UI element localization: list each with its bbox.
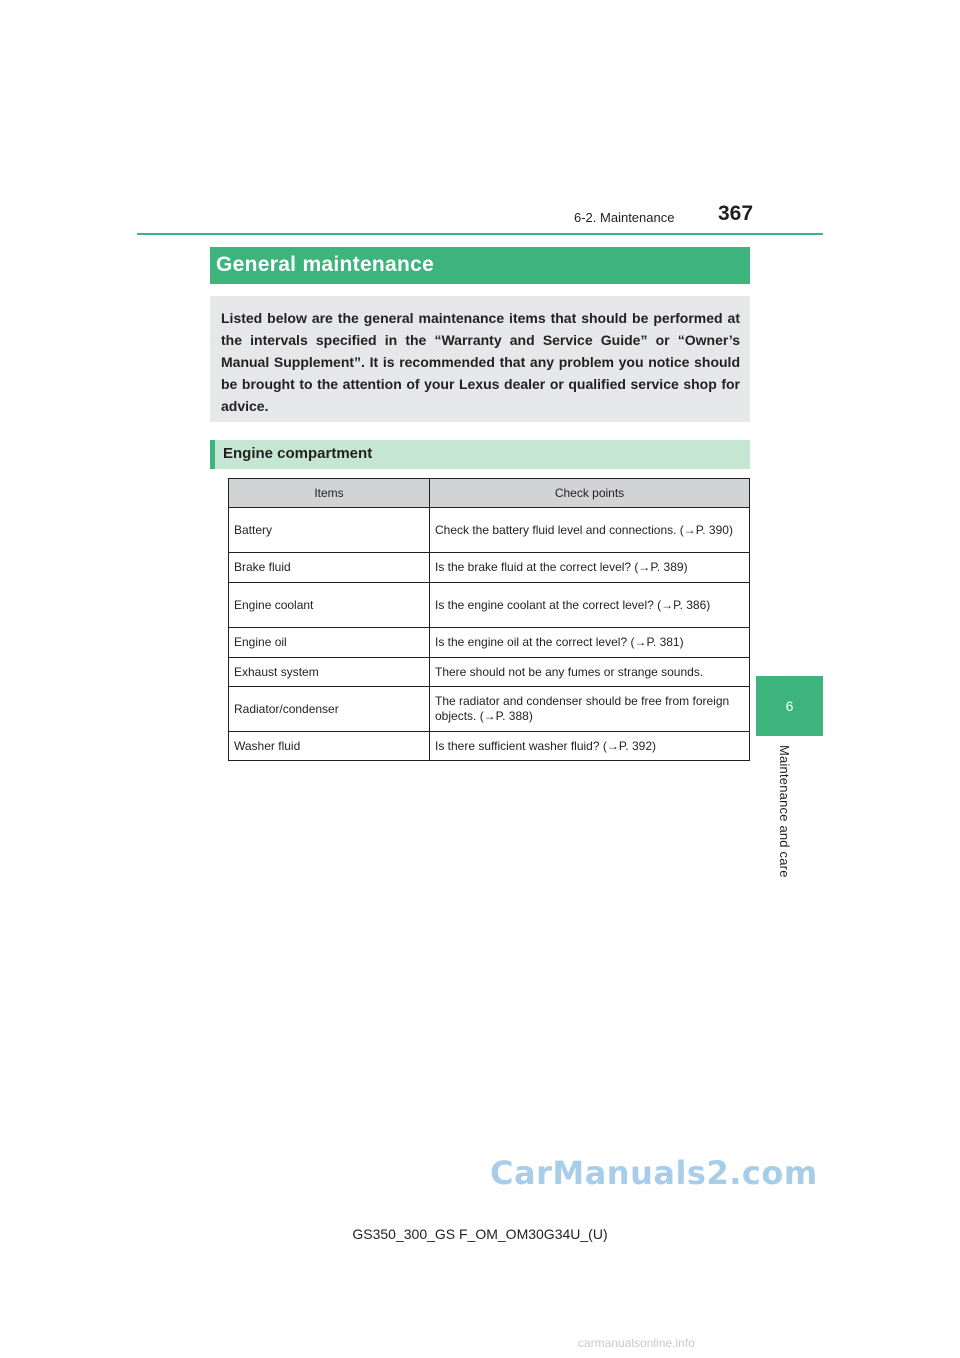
check-cell: Is the engine oil at the correct level? (→P. 381)	[430, 628, 750, 658]
subsection-label: Engine compartment	[223, 445, 373, 462]
item-cell: Engine oil	[229, 628, 430, 658]
item-cell: Brake fluid	[229, 553, 430, 583]
item-cell: Engine coolant	[229, 583, 430, 628]
table-row	[229, 658, 750, 687]
check-cell: Check the battery fluid level and connections. (→P. 390)	[430, 508, 750, 553]
chapter-title: Maintenance and care	[777, 745, 792, 878]
item-cell: Washer fluid	[229, 732, 430, 761]
watermark-logo: CarManuals2.com	[490, 1154, 818, 1192]
item-cell: Radiator/condenser	[229, 687, 430, 732]
item-cell: Battery	[229, 508, 430, 553]
page-number: 367	[718, 202, 754, 225]
table-row	[229, 732, 750, 761]
table-row	[229, 583, 750, 628]
maintenance-table	[228, 478, 750, 761]
chapter-tab	[756, 676, 823, 736]
table-row	[229, 687, 750, 732]
check-cell: There should not be any fumes or strange sounds.	[430, 658, 750, 687]
table-row	[229, 628, 750, 658]
watermark-text: carmanualsonline.info	[578, 1336, 695, 1350]
table-row	[229, 508, 750, 553]
check-cell: The radiator and condenser should be free from foreign objects. (→P. 388)	[430, 687, 750, 732]
section-heading: 6-2. Maintenance	[574, 210, 675, 225]
document-code: GS350_300_GS F_OM_OM30G34U_(U)	[352, 1226, 608, 1242]
column-header-check-points: Check points	[430, 479, 750, 508]
check-cell: Is there sufficient washer fluid? (→P. 392)	[430, 732, 750, 761]
column-header-items: Items	[229, 479, 430, 508]
check-cell: Is the engine coolant at the correct level? (→P. 386)	[430, 583, 750, 628]
table-row	[229, 553, 750, 583]
header-divider	[137, 233, 823, 235]
subsection-heading	[210, 440, 750, 469]
table-header-row	[229, 479, 750, 508]
intro-paragraph: Listed below are the general maintenance items that should be performed at the intervals specified in the “Warranty and Service Guide” or “Owner’s Manual Supplement”. It is recommended that any problem you notice should be brought to the attention of your Lexus dealer or qualified service shop for advice.	[210, 296, 750, 422]
page-title: General maintenance	[210, 247, 750, 284]
chapter-number: 6	[785, 698, 794, 714]
check-cell: Is the brake fluid at the correct level? (→P. 389)	[430, 553, 750, 583]
item-cell: Exhaust system	[229, 658, 430, 687]
